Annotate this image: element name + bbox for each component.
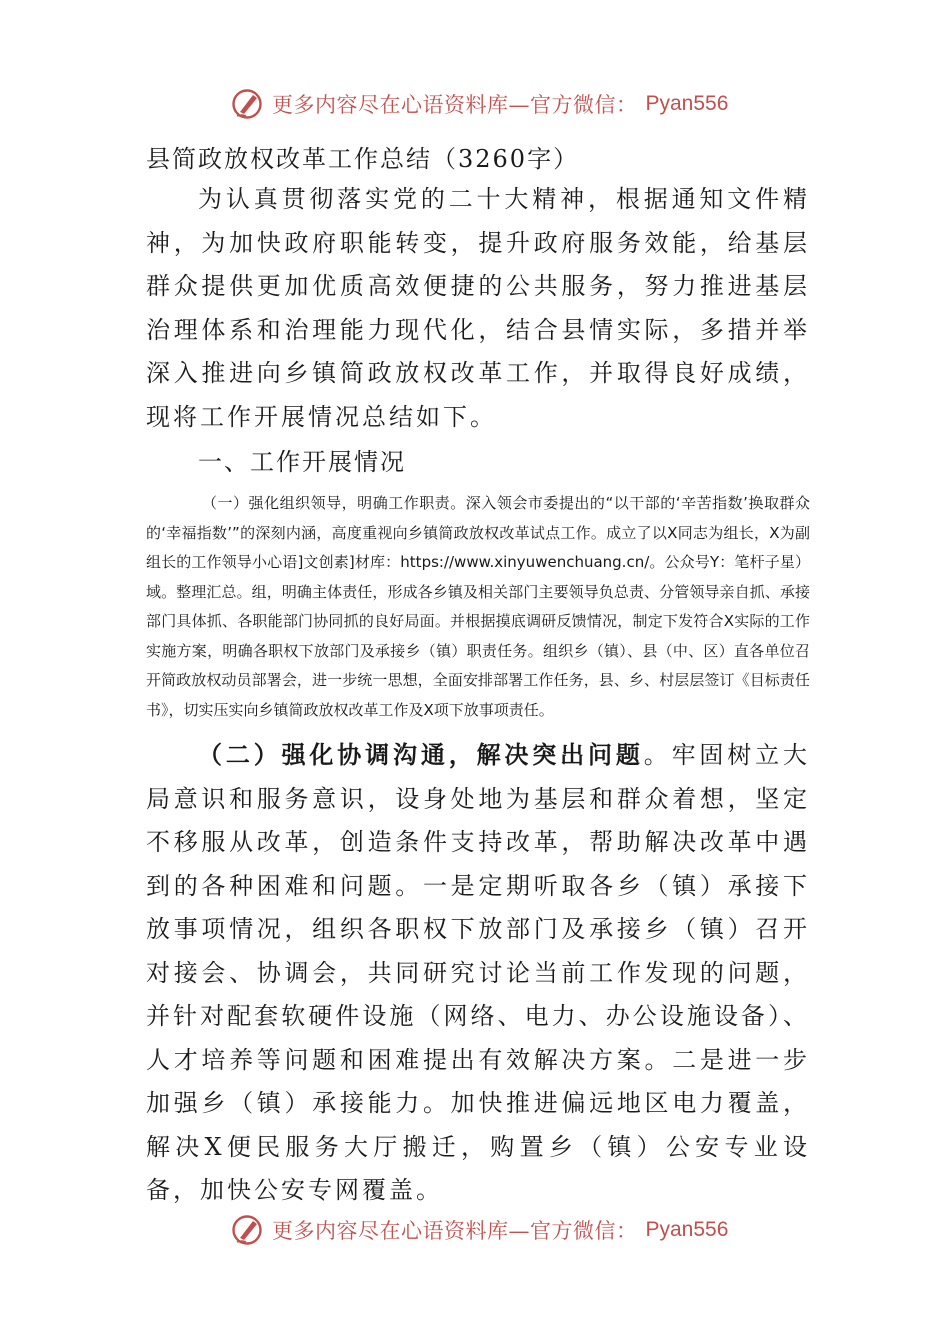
watermark-text: 更多内容尽在心语资料库—官方微信： xyxy=(272,93,638,117)
document-title: 县简政放权改革工作总结（3260字） xyxy=(146,145,580,173)
watermark-header xyxy=(230,84,728,124)
item-2-text: 。牢固树立大局意识和服务意识，设身处地为基层和群众着想，坚定不移服从改革，创造条件支持改革，帮助解决改革中遇到的各种困难和问题。一是定期听取各乡（镇）承接下放事项情况，组织各职权下放部门及承接乡（镇）召开对接会、协调会，共同研究讨论当前工作发现的问题，并针对配套软硬件设施（网络、电力、办公设施设备）、人才培养等问题和困难提出有效解决方案。二是进一步加强乡（镇）承接能力。加快推进偏远地区电力覆盖，解决X便民服务大厅搬迁，购置乡（镇）公安专业设备，加快公安专网覆盖。 xyxy=(146,741,811,1204)
watermark-wechat-id: Pyan556 xyxy=(645,1218,729,1241)
watermark-wechat-id: Pyan556 xyxy=(645,92,729,115)
section-heading: 一、工作开展情况 xyxy=(198,448,406,476)
watermark-text: 更多内容尽在心语资料库—官方微信： xyxy=(272,1219,638,1243)
watermark-footer xyxy=(230,1210,728,1250)
item-2-lead: （二）强化协调沟通，解决突出问题 xyxy=(198,740,644,769)
document-body xyxy=(146,140,810,1213)
item-1-paragraph: （一）强化组织领导，明确工作职责。深入领会市委提出的“以干部的‘辛苦指数’换取群众的‘幸福指数’”的深刻内涵，高度重视向乡镇简政放权改革试点工作。成立了以X同志为组长，X为副组长的工作领导小心语]文创素]材库：https://www.xinyuwenchuang.cn/。公众号Y：笔杆子星）域。整理汇总。组，明确主体责任，形成各乡镇及相关部门主要领导负总责、分管领导亲自抓、承接部门具体抓、各职能部门协同抓的良好局面。并根据摸底调研反馈情况，制定下发符合X实际的工作实施方案，明确各职权下放部门及承接乡（镇）职责任务。组织乡（镇）、县（中、区）直各单位召开简政放权动员部署会，进一步统一思想，全面安排部署工作任务，县、乡、村层层签订《目标责任书》，切实压实向乡镇简政放权改革工作及X项下放事项责任。 xyxy=(146,494,810,719)
pen-logo-icon xyxy=(230,1213,264,1247)
intro-paragraph: 为认真贯彻落实党的二十大精神，根据通知文件精神，为加快政府职能转变，提升政府服务效能，给基层群众提供更加优质高效便捷的公共服务，努力推进基层治理体系和治理能力现代化，结合县情实际，多措并举深入推进向乡镇简政放权改革工作，并取得良好成绩，现将工作开展情况总结如下。 xyxy=(146,185,810,431)
item-2-paragraph xyxy=(146,733,810,1213)
pen-logo-icon xyxy=(230,87,264,121)
